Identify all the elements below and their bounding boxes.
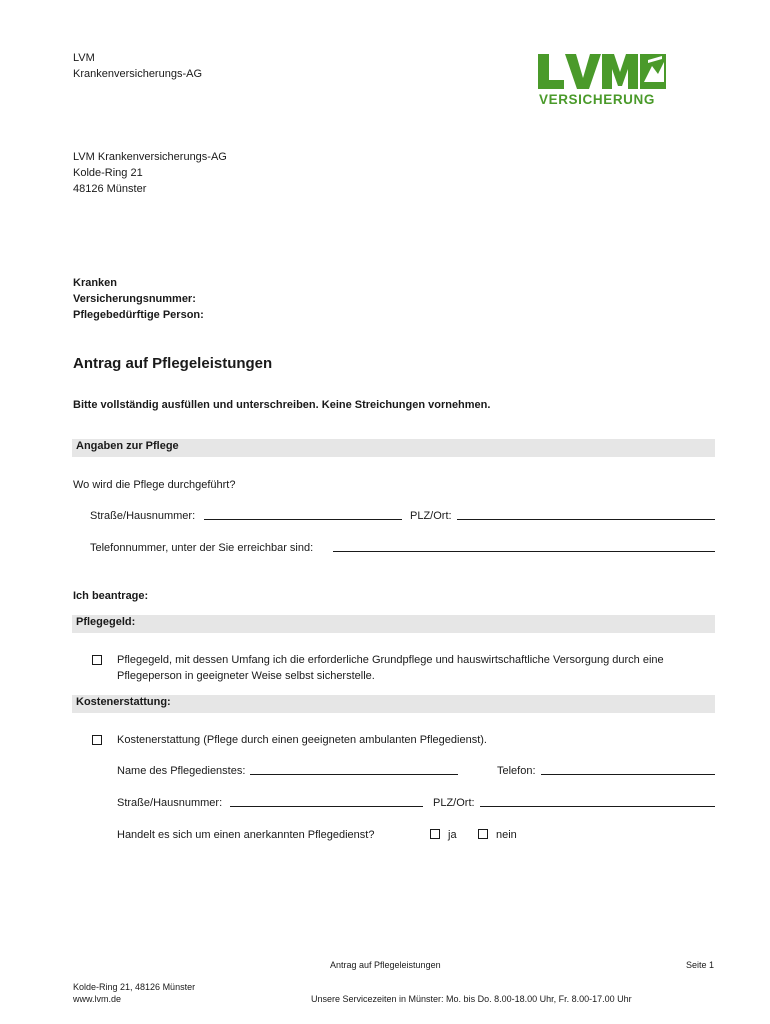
footer-website[interactable]: www.lvm.de (73, 994, 122, 1004)
care-phone-field[interactable] (333, 551, 715, 552)
recognized-no-checkbox[interactable] (478, 829, 488, 839)
service-street-field[interactable] (230, 806, 423, 807)
address-line-3: 48126 Münster (73, 183, 147, 195)
section-header-care-label: Angaben zur Pflege (76, 440, 179, 452)
lvm-logo (538, 52, 666, 106)
section-header-pflegegeld-label: Pflegegeld: (76, 616, 136, 628)
care-street-label: Straße/Hausnummer: (90, 510, 196, 522)
care-street-field[interactable] (204, 519, 402, 520)
service-phone-field[interactable] (541, 774, 715, 775)
pflegegeld-checkbox[interactable] (92, 655, 102, 665)
pflegegeld-option-line-1: Pflegegeld, mit dessen Umfang ich die erforderliche Grundpflege und hauswirtschaftliche Versorgung durch eine (117, 654, 664, 666)
recipient-address (73, 149, 227, 197)
footer-service-hours: Unsere Servicezeiten in Münster: Mo. bis Do. 8.00-18.00 Uhr, Fr. 8.00-17.00 Uhr (311, 994, 632, 1004)
sender-line-1: LVM (73, 52, 95, 64)
kosten-checkbox[interactable] (92, 735, 102, 745)
service-name-field[interactable] (250, 774, 458, 775)
info-person-label: Pflegebedürftige Person: (73, 309, 204, 321)
logo-subtitle: VERSICHERUNG (539, 92, 655, 106)
recognized-no-label: nein (496, 829, 517, 841)
service-plz-field[interactable] (480, 806, 715, 807)
apply-label: Ich beantrage: (73, 590, 149, 602)
address-line-1: LVM Krankenversicherungs-AG (73, 151, 227, 163)
service-name-label: Name des Pflegedienstes: (117, 765, 246, 777)
footer-doc-title: Antrag auf Pflegeleistungen (330, 960, 441, 970)
insurance-info (73, 275, 204, 323)
form-instruction: Bitte vollständig ausfüllen und unterschreiben. Keine Streichungen vornehmen. (73, 399, 491, 411)
info-kranken: Kranken (73, 277, 118, 289)
sender-line-2: Krankenversicherungs-AG (73, 68, 203, 80)
kosten-option-text: Kostenerstattung (Pflege durch einen geeigneten ambulanten Pflegedienst). (117, 734, 487, 746)
section-header-kosten (72, 695, 715, 713)
lvm-logo-graphic (538, 52, 666, 106)
sender-block (73, 50, 202, 82)
address-line-2: Kolde-Ring 21 (73, 167, 143, 179)
service-plz-label: PLZ/Ort: (433, 797, 475, 809)
pflegegeld-option-line-2: Pflegeperson in geeigneter Weise selbst sicherstelle. (117, 670, 375, 682)
care-phone-label: Telefonnummer, unter der Sie erreichbar sind: (90, 542, 314, 554)
care-plz-label: PLZ/Ort: (410, 510, 452, 522)
section-header-care (72, 439, 715, 457)
care-location-question: Wo wird die Pflege durchgeführt? (73, 479, 236, 491)
footer-address: Kolde-Ring 21, 48126 Münster (73, 982, 196, 992)
service-phone-label: Telefon: (497, 765, 536, 777)
info-policy-number-label: Versicherungsnummer: (73, 293, 196, 305)
care-plz-field[interactable] (457, 519, 715, 520)
pflegegeld-option-text (117, 652, 664, 684)
form-title: Antrag auf Pflegeleistungen (73, 355, 273, 372)
recognized-yes-label: ja (448, 829, 457, 841)
recognized-yes-checkbox[interactable] (430, 829, 440, 839)
section-header-pflegegeld (72, 615, 715, 633)
section-header-kosten-label: Kostenerstattung: (76, 696, 171, 708)
recognized-question: Handelt es sich um einen anerkannten Pflegedienst? (117, 829, 375, 841)
service-street-label: Straße/Hausnummer: (117, 797, 223, 809)
footer-page-number: Seite 1 (686, 960, 715, 970)
